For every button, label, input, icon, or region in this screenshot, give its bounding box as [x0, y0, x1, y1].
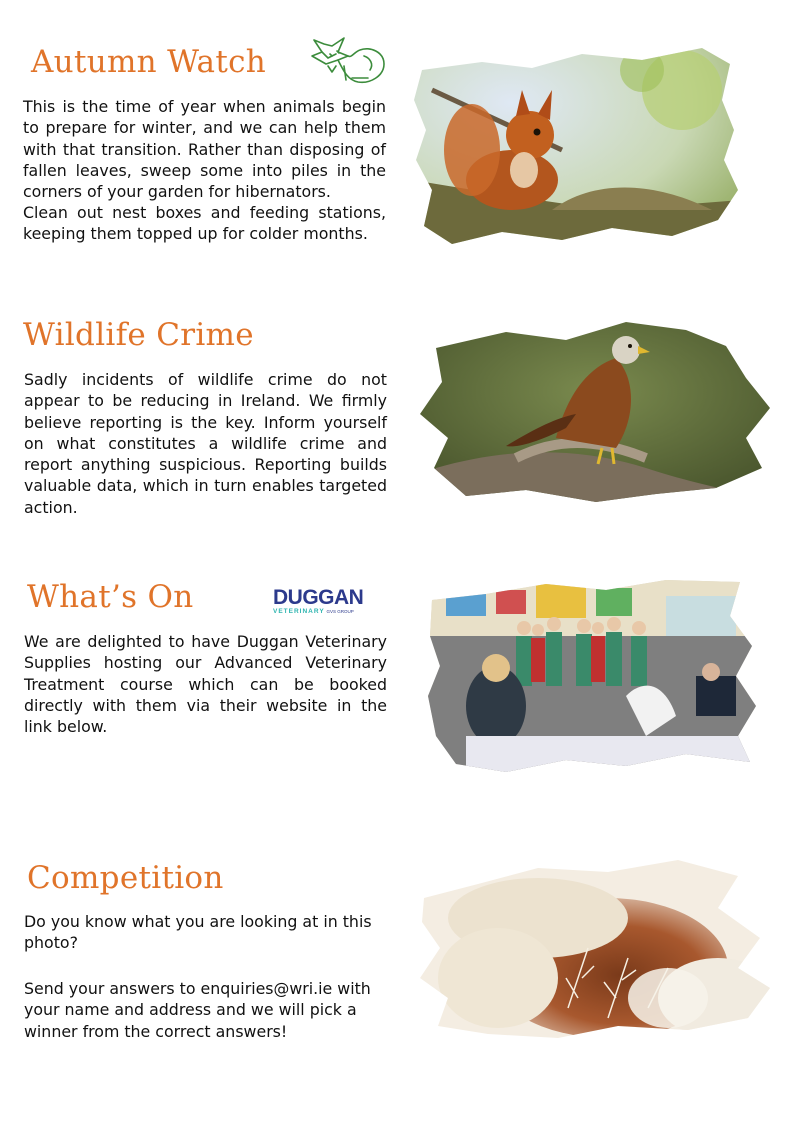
whats-on-heading: What’s On: [27, 579, 194, 615]
wildlife-crime-heading: Wildlife Crime: [23, 317, 254, 353]
autumn-watch-text: This is the time of year when animals begin to prepare for winter, and we can help them with that transition. Rather than disposing of fallen leaves, sweep some into piles in the corners of your garden for hibernators.: [23, 97, 386, 202]
wildlife-crime-text: Sadly incidents of wildlife crime do not appear to be reducing in Ireland. We firmly believe reporting is the key. Inform yourself on what constitutes a wildlife crime and report anything suspicious. Reporting builds valuable data, which in turn enables targeted action.: [24, 370, 387, 517]
squirrel-photo: [412, 40, 742, 250]
whats-on-text: We are delighted to have Duggan Veterinary Supplies hosting our Advanced Veterinary Treatment course which can be booked directly with them via their website in the link below.: [24, 632, 387, 737]
duggan-veterinary-logo: [273, 588, 373, 620]
fox-icon: [308, 32, 388, 88]
duggan-logo-group: GVS GROUP: [326, 609, 354, 614]
veterinary-course-photo: [426, 576, 762, 776]
competition-heading: Competition: [27, 860, 224, 896]
competition-instructions: Send your answers to enquiries@wri.ie with your name and address and we will pick a winner from the correct answers!: [24, 979, 371, 1041]
duggan-logo-subtitle: VETERINARY: [273, 608, 325, 615]
red-kite-photo: [416, 318, 772, 502]
duggan-logo-wordmark: DUGGAN: [273, 586, 364, 609]
autumn-watch-text-2: Clean out nest boxes and feeding stations, keeping them topped up for colder months.: [23, 203, 386, 244]
autumn-watch-heading: Autumn Watch: [31, 44, 267, 80]
mystery-competition-photo: [418, 858, 772, 1042]
competition-question: Do you know what you are looking at in this photo?: [24, 912, 372, 953]
